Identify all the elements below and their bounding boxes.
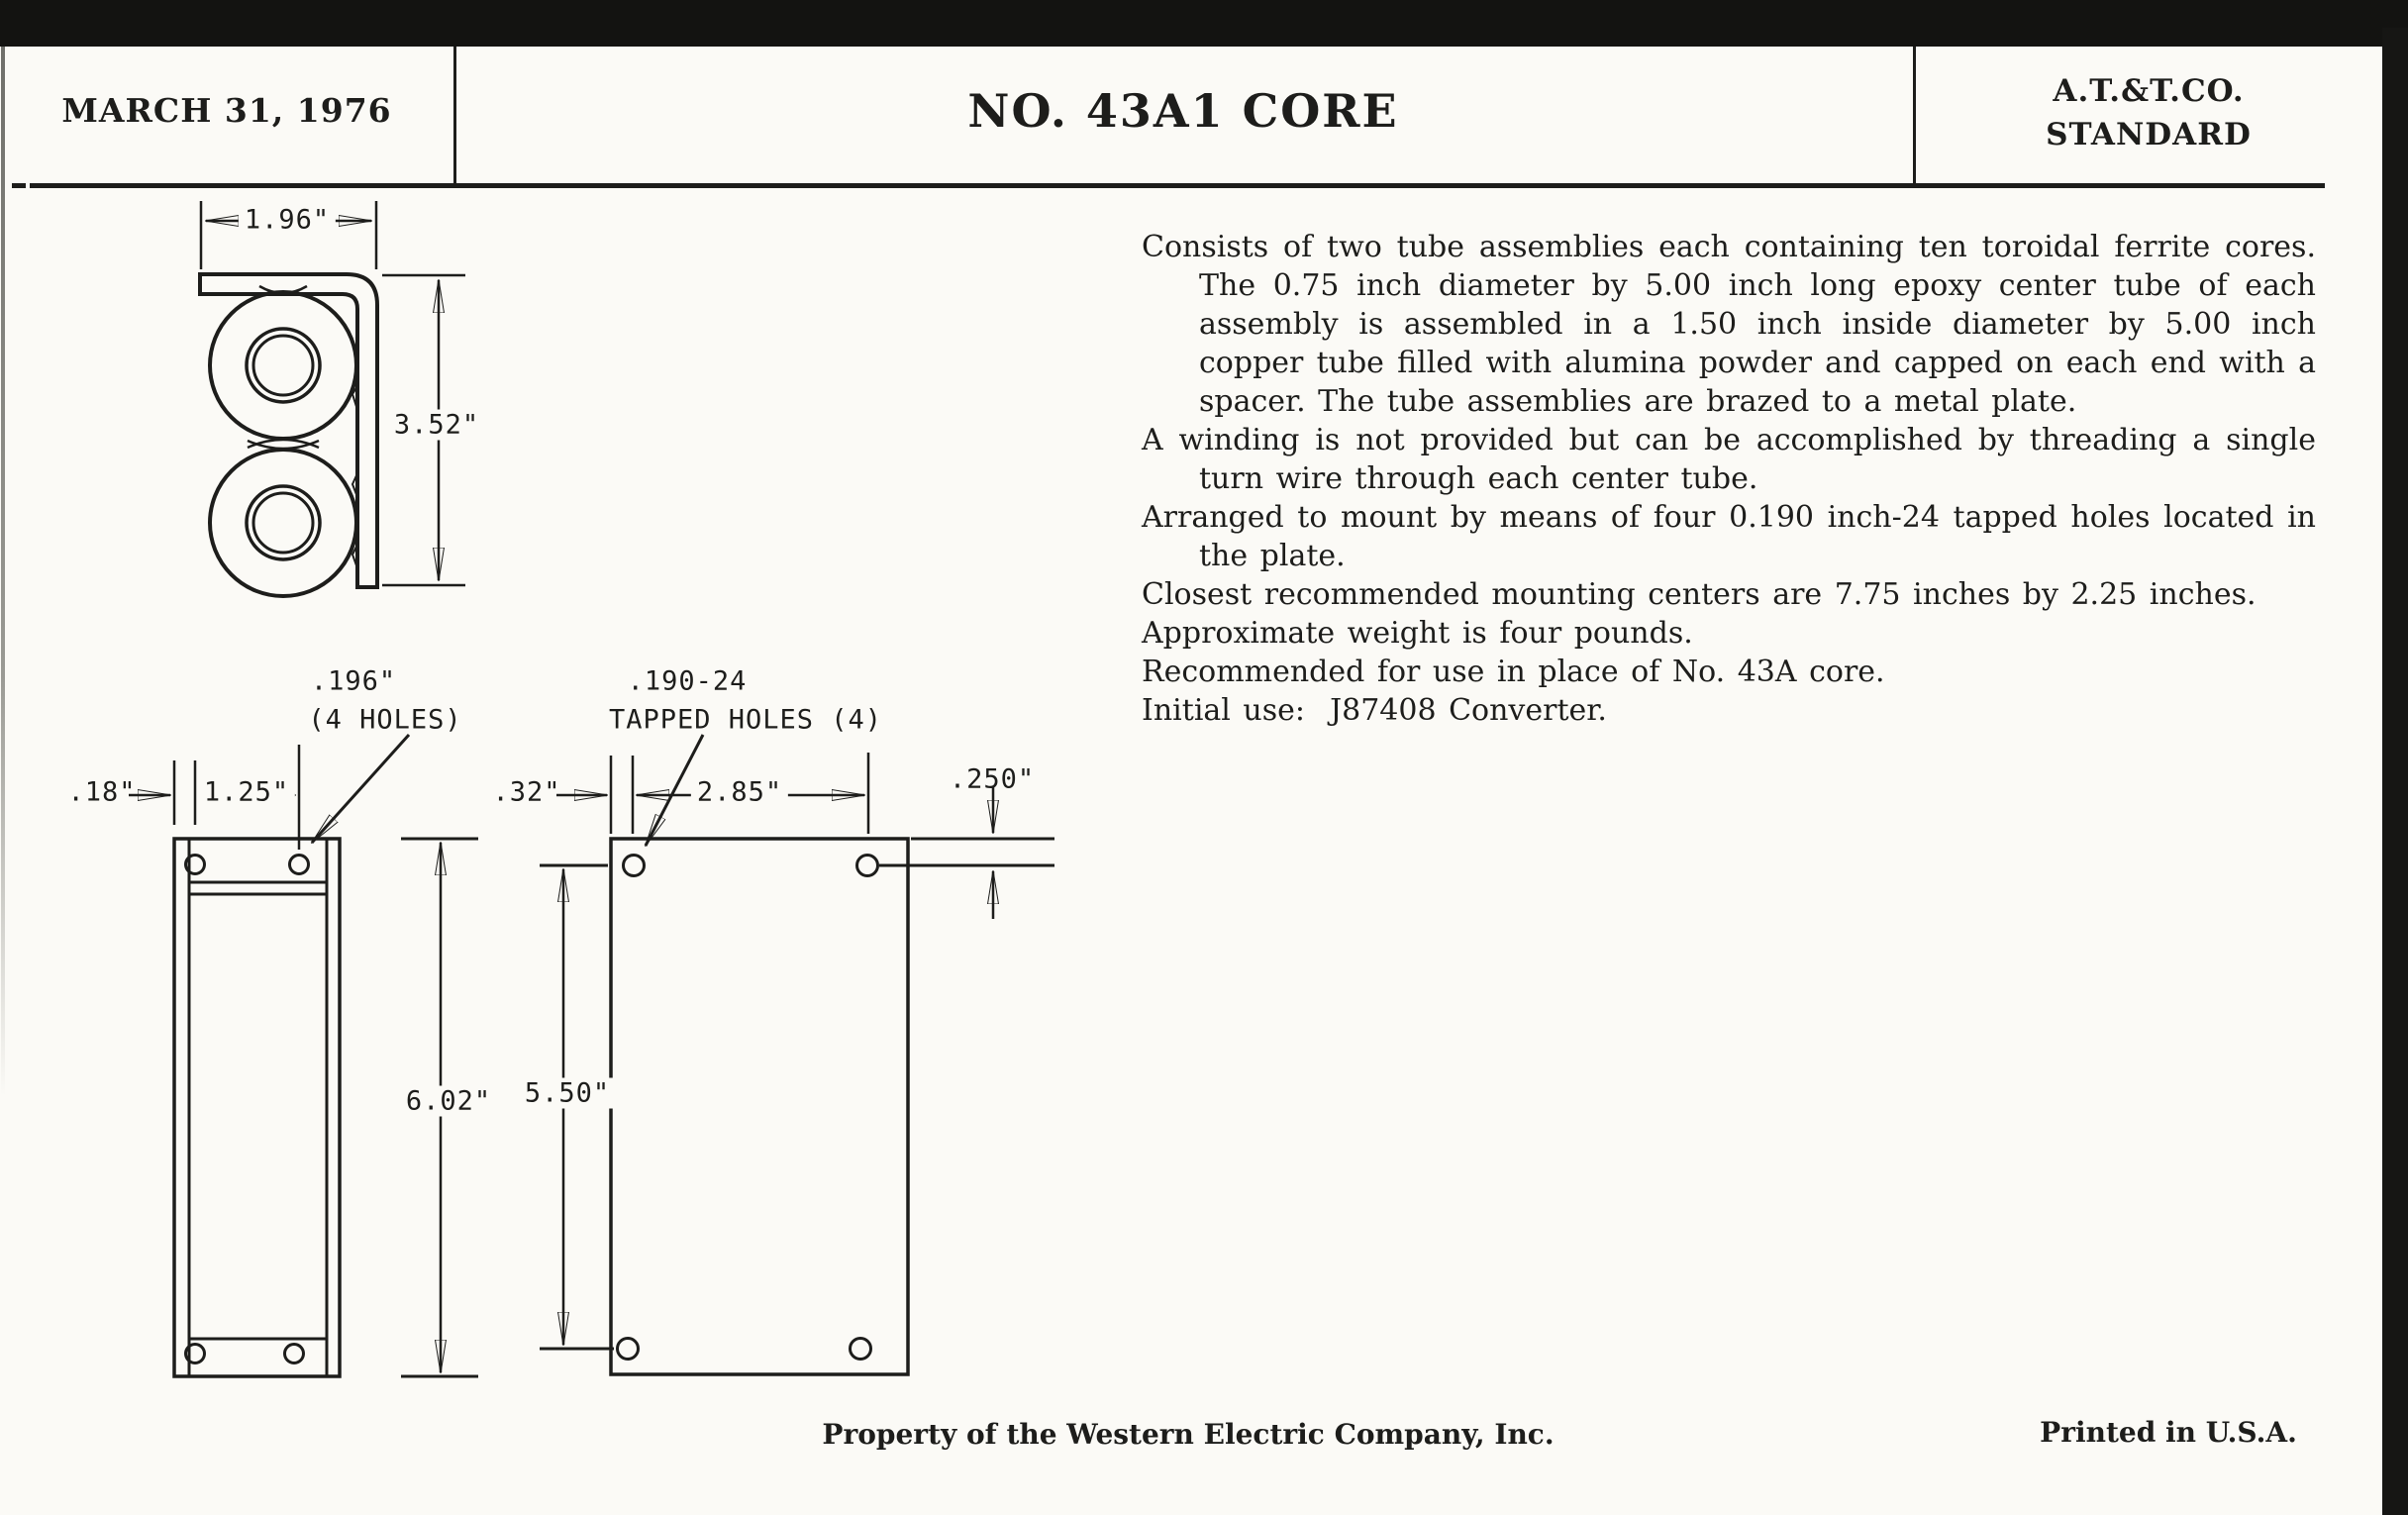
paragraph-mounting: Arranged to mount by means of four 0.190 inch-24 tapped holes located in the plate.: [1142, 500, 2329, 573]
dim-label-edge-18: .18": [67, 776, 137, 808]
dim-label-spacing-1-25: 1.25": [198, 777, 295, 808]
dim-label-edge-32: .32": [492, 776, 561, 808]
paragraph-initial-use: Initial use: J87408 Converter.: [1142, 693, 1607, 728]
note-hole-count: (4 HOLES): [308, 704, 462, 736]
standard-stamp-line2: STANDARD: [2046, 117, 2252, 152]
paragraph-recommended: Recommended for use in place of No. 43A core.: [1142, 655, 1885, 689]
side-view-drawing: [200, 201, 465, 596]
paragraph-centers: Closest recommended mounting centers are 7.75 inches by 2.25 inches.: [1142, 577, 2257, 612]
dim-label-height-3-52: 3.52": [388, 410, 485, 441]
footer-property-notice: Property of the Western Electric Company, Inc.: [822, 1418, 1555, 1451]
footer-printed-notice: Printed in U.S.A.: [2040, 1416, 2297, 1449]
note-thread-size: .190-24: [627, 665, 748, 697]
plate-rear-view-drawing: [540, 735, 1054, 1374]
dim-label-width-1-96: 1.96": [239, 205, 336, 236]
note-hole-diameter: .196": [310, 665, 397, 697]
page-title: NO. 43A1 CORE: [967, 84, 1399, 138]
paragraph-consists: Consists of two tube assemblies each containing ten toroidal ferrite cores. The 0.75 inch diameter by 5.00 inch long epoxy center tube of each assembly is assembled in a 1.50 inch inside diameter by 5.00 inch copper tube filled with alumina powder and capped on each end with a spacer. The tube assemblies are brazed to a metal plate.: [1142, 230, 2329, 419]
dim-label-height-6-02: 6.02": [400, 1086, 497, 1117]
document-date: MARCH 31, 1976: [61, 91, 392, 130]
dim-label-top-250: .250": [949, 763, 1036, 795]
paragraph-winding: A winding is not provided but can be accomplished by threading a single turn wire through each center tube.: [1142, 423, 2329, 496]
plate-front-view-drawing: [129, 735, 478, 1376]
note-tapped-holes: TAPPED HOLES (4): [608, 704, 883, 736]
dim-label-spacing-2-85: 2.85": [691, 777, 788, 808]
paragraph-weight: Approximate weight is four pounds.: [1142, 616, 1693, 651]
dim-label-span-5-50: 5.50": [519, 1078, 616, 1109]
standard-stamp-line1: A.T.&T.CO.: [2053, 73, 2245, 109]
